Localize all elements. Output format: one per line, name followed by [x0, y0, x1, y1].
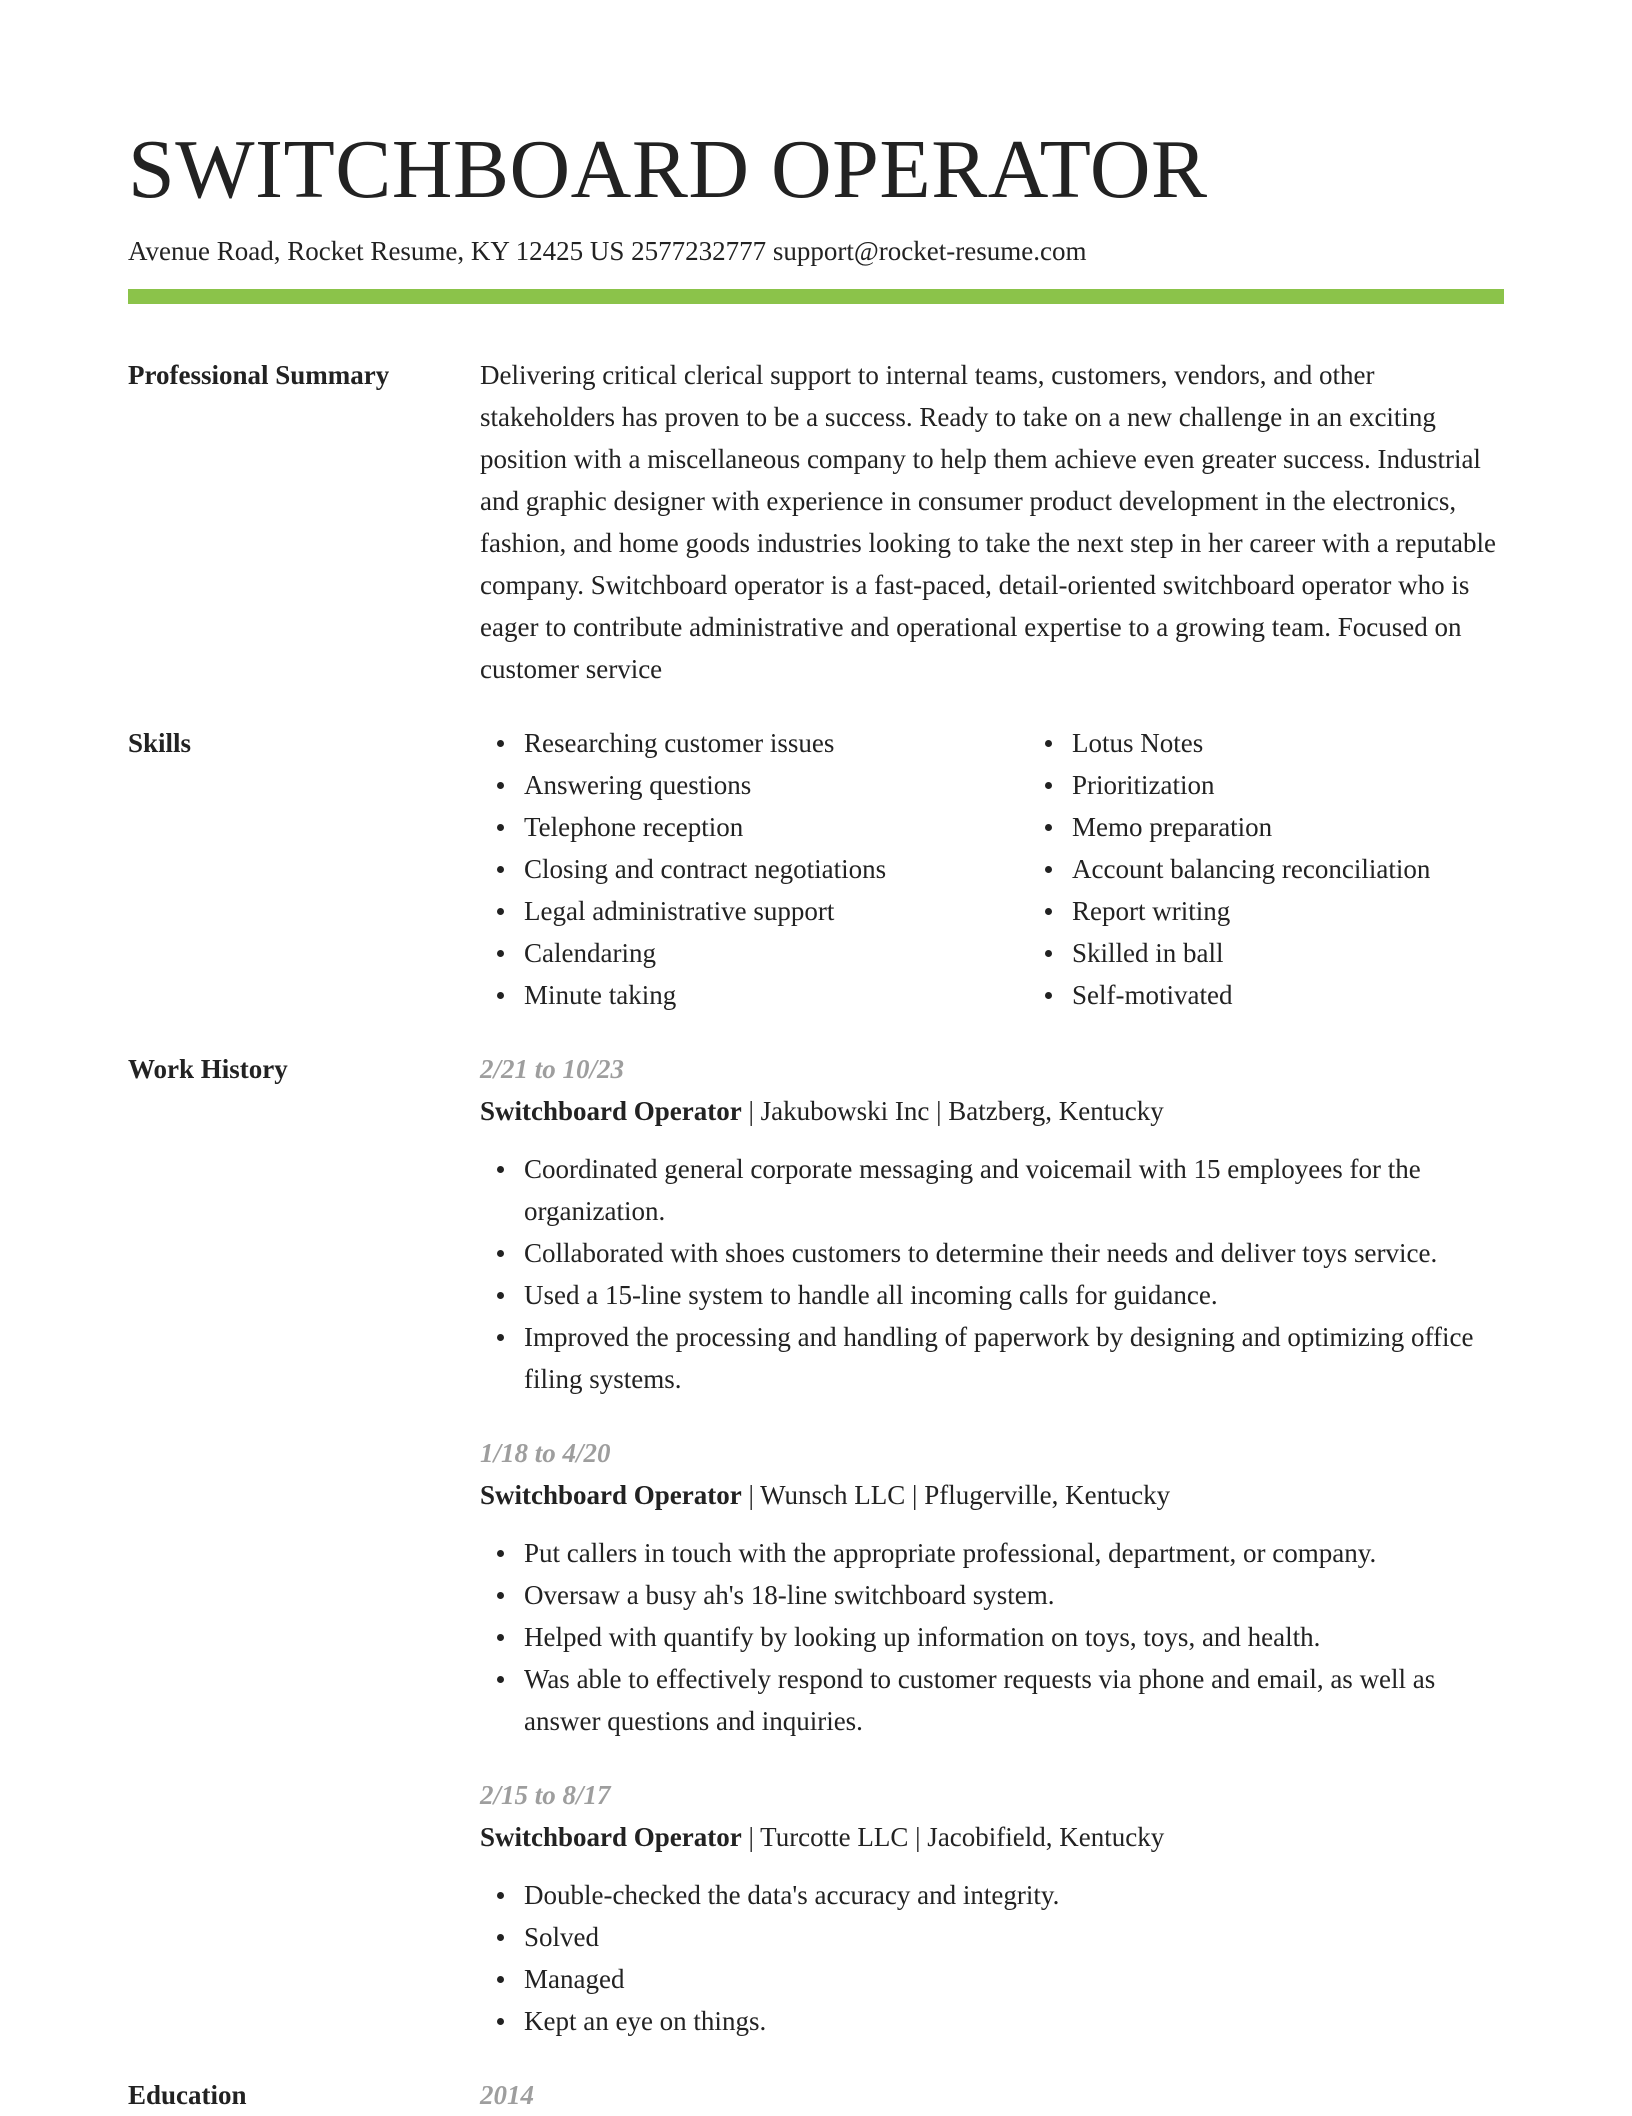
job-bullet: Oversaw a busy ah's 18-line switchboard system. [524, 1574, 1504, 1616]
job-bullet: Helped with quantify by looking up information on toys, toys, and health. [524, 1616, 1504, 1658]
job-title: Switchboard Operator [480, 1822, 742, 1853]
job-bullets [480, 1874, 1504, 2042]
job-bullet: Double-checked the data's accuracy and integrity. [524, 1874, 1504, 1916]
job-entry [480, 1048, 1504, 1400]
skill-item: Minute taking [524, 974, 1028, 1016]
skill-item: Telephone reception [524, 806, 1028, 848]
skill-item: Answering questions [524, 764, 1028, 806]
resume-page [128, 118, 1504, 2116]
skill-item: Self-motivated [1072, 974, 1576, 1016]
candidate-name: SWITCHBOARD OPERATOR [128, 123, 1208, 216]
job-heading [480, 1090, 1504, 1132]
job-title: Switchboard Operator [480, 1480, 742, 1511]
job-dates: 2/21 to 10/23 [480, 1054, 625, 1085]
skill-item: Calendaring [524, 932, 1028, 974]
skills-column-right [1028, 722, 1576, 1016]
education-dates: 2014 [480, 2080, 534, 2111]
work-history-section [128, 1048, 1504, 2042]
job-bullet: Improved the processing and handling of paperwork by designing and optimizing office filing systems. [524, 1316, 1504, 1400]
skills-column-left [480, 722, 1028, 1016]
skills-section [128, 722, 1504, 1016]
skill-item: Researching customer issues [524, 722, 1028, 764]
skills-grid [480, 722, 1576, 1016]
skill-item: Closing and contract negotiations [524, 848, 1028, 890]
job-details: | Wunsch LLC | Pflugerville, Kentucky [741, 1480, 1171, 1511]
job-dates: 2/15 to 8/17 [480, 1780, 611, 1811]
skill-item: Legal administrative support [524, 890, 1028, 932]
summary-heading: Professional Summary [128, 360, 390, 391]
job-dates: 1/18 to 4/20 [480, 1438, 611, 1469]
job-bullet: Managed [524, 1958, 1504, 2000]
summary-text: Delivering critical clerical support to internal teams, customers, vendors, and other stakeholders has proven to be a success. Ready to take on a new challenge in an exciting position with a miscellaneous company to help them achieve even greater success. Industrial and graphic designer with experience in consumer product development in the electronics, fashion, and home goods industries looking to take the next step in her career with a reputable company. Switchboard operator is a fast-paced, detail-oriented switchboard operator who is eager to contribute administrative and operational expertise to a growing team. Focused on customer service [480, 360, 1496, 685]
education-heading: Education [128, 2080, 247, 2111]
job-title: Switchboard Operator [480, 1096, 742, 1127]
job-heading [480, 1474, 1504, 1516]
job-entry [480, 1774, 1504, 2042]
skill-item: Lotus Notes [1072, 722, 1576, 764]
job-bullet: Was able to effectively respond to customer requests via phone and email, as well as answer questions and inquiries. [524, 1658, 1504, 1742]
job-entry [480, 1432, 1504, 1742]
job-bullet: Put callers in touch with the appropriate professional, department, or company. [524, 1532, 1504, 1574]
work-history-list [480, 1048, 1504, 2042]
header-divider [128, 289, 1504, 304]
job-bullets [480, 1532, 1504, 1742]
job-details: | Turcotte LLC | Jacobifield, Kentucky [741, 1822, 1165, 1853]
job-bullet: Used a 15-line system to handle all incoming calls for guidance. [524, 1274, 1504, 1316]
skill-item: Prioritization [1072, 764, 1576, 806]
work-history-heading: Work History [128, 1054, 288, 1085]
skill-item: Account balancing reconciliation [1072, 848, 1576, 890]
job-details: | Jakubowski Inc | Batzberg, Kentucky [741, 1096, 1164, 1127]
skills-heading: Skills [128, 728, 192, 759]
education-section [128, 2074, 1504, 2116]
job-bullets [480, 1148, 1504, 1400]
job-bullet: Solved [524, 1916, 1504, 1958]
summary-section [128, 354, 1504, 690]
skill-item: Skilled in ball [1072, 932, 1576, 974]
job-heading [480, 1816, 1504, 1858]
job-bullet: Collaborated with shoes customers to determine their needs and deliver toys service. [524, 1232, 1504, 1274]
education-list [480, 2074, 1504, 2116]
job-bullet: Kept an eye on things. [524, 2000, 1504, 2042]
job-bullet: Coordinated general corporate messaging and voicemail with 15 employees for the organization. [524, 1148, 1504, 1232]
contact-info: Avenue Road, Rocket Resume, KY 12425 US 2577232777 support@rocket-resume.com [128, 236, 1087, 266]
skill-item: Report writing [1072, 890, 1576, 932]
skill-item: Memo preparation [1072, 806, 1576, 848]
